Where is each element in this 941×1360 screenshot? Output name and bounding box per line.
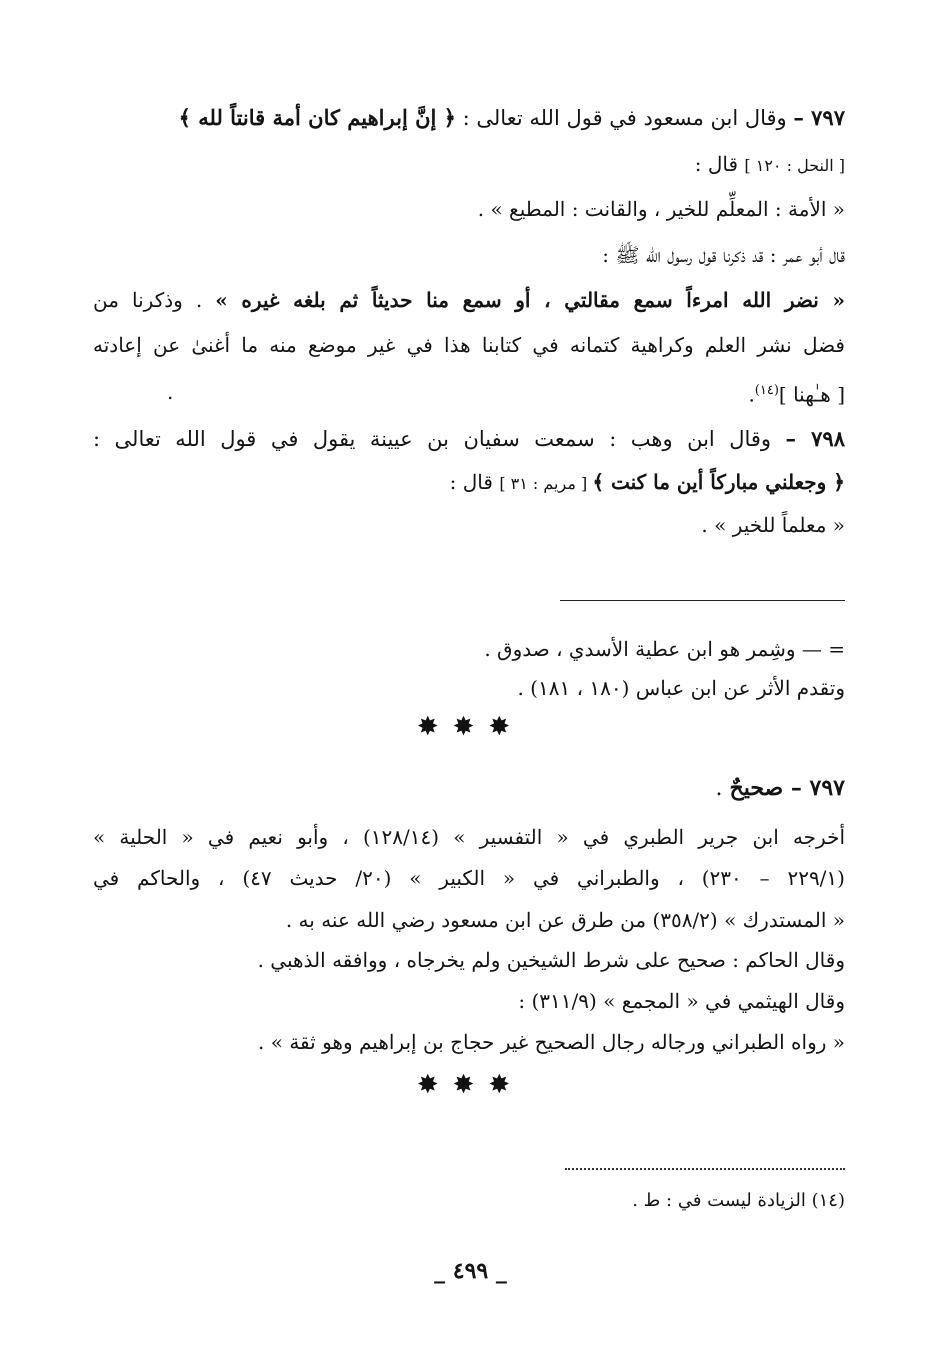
- commentary-continuation-1: = — وشِمر هو ابن عطية الأسدي ، صدوق .: [484, 637, 845, 661]
- quran-reference: [ النحل : ١٢٠ ]: [744, 156, 845, 175]
- margin-dot: .: [167, 380, 174, 404]
- narration-798-line-1: ٧٩٨ – وقال ابن وهب : سمعت سفيان بن عيينة يقول في قول الله تعالى :: [93, 426, 845, 451]
- commentary-797-line-5: وقال الهيثمي في « المجمع » (٣١١/٩) :: [518, 989, 845, 1013]
- section-divider-stars: ✸✸✸: [416, 1070, 525, 1100]
- footnote-separator: [565, 1168, 845, 1170]
- narration-797-line-7: [ هـٰهنا ]$^{(١٤)}$.: [748, 382, 845, 407]
- narration-797-line-4: قال أبو عمر : قد ذكرنا قول رسول الله ﷺ :: [602, 243, 845, 267]
- commentary-797-heading: ٧٩٧ – صحيحٌ .: [715, 775, 845, 801]
- narration-797-line-1: ٧٩٧ – وقال ابن مسعود في قول الله تعالى : ﴿ إنَّ إبراهيم كان أمة قانتاً لله ﴾: [178, 105, 845, 130]
- footnote-marker: (١٤): [754, 383, 779, 398]
- commentary-797-line-4: وقال الحاكم : صحيح على شرط الشيخين ولم يخرجاه ، ووافقه الذهبي .: [257, 948, 845, 972]
- quran-reference: [ مريم : ٣١ ]: [499, 474, 593, 493]
- hadith-quote: « نضر الله امرءاً سمع مقالتي ، أو سمع منا حديثاً ثم بلغه غيره »: [215, 288, 845, 312]
- commentary-797-line-3: « المستدرك » (٣٥٨/٢) من طرق عن ابن مسعود رضي الله عنه به .: [285, 908, 845, 932]
- commentary-continuation-2: وتقدم الأثر عن ابن عباس (١٨٠ ، ١٨١) .: [517, 676, 845, 700]
- page-number: _ ٤٩٩ _: [434, 1258, 507, 1284]
- narration-797-line-6: فضل نشر العلم وكراهية كتمانه في كتابنا هذا في غير موضع منه ما أغنىٰ عن إعادته: [93, 333, 845, 357]
- narration-797-number: ٧٩٧ –: [793, 105, 845, 130]
- commentary-797-line-6: « رواه الطبراني ورجاله رجال الصحيح غير حجاج بن إبراهيم وهو ثقة » .: [258, 1030, 845, 1054]
- section-divider-stars: ✸✸✸: [416, 712, 525, 742]
- narration-798-number: ٧٩٨ –: [785, 426, 845, 451]
- quran-quote: ﴿ وجعلني مباركاً أين ما كنت ﴾: [592, 470, 845, 494]
- quran-quote: ﴿ إنَّ إبراهيم كان أمة قانتاً لله ﴾: [178, 105, 456, 130]
- narration-797-line-3: « الأمة : المعلِّم للخير ، والقانت : المطيع » .: [477, 197, 845, 221]
- commentary-797-line-1: أخرجه ابن جرير الطبري في « التفسير » (١٢٨/١٤) ، وأبو نعيم في « الحلية »: [93, 825, 846, 849]
- text-commentary-separator: [560, 600, 845, 601]
- narration-797-line-5: « نضر الله امرءاً سمع مقالتي ، أو سمع منا حديثاً ثم بلغه غيره » . وذكرنا من: [93, 288, 845, 312]
- commentary-797-line-2: (٢٢٩/١ – ٢٣٠) ، والطبراني في « الكبير » (٢٠/ حديث ٤٧) ، والحاكم في: [93, 866, 845, 890]
- narration-798-line-2: ﴿ وجعلني مباركاً أين ما كنت ﴾ [ مريم : ٣١ ] قال :: [449, 470, 845, 494]
- narration-797-line-2: [ النحل : ١٢٠ ] قال :: [694, 152, 845, 176]
- footnote-14: (١٤) الزيادة ليست في : ط .: [632, 1190, 845, 1211]
- narration-798-line-3: « معلماً للخير » .: [701, 513, 845, 537]
